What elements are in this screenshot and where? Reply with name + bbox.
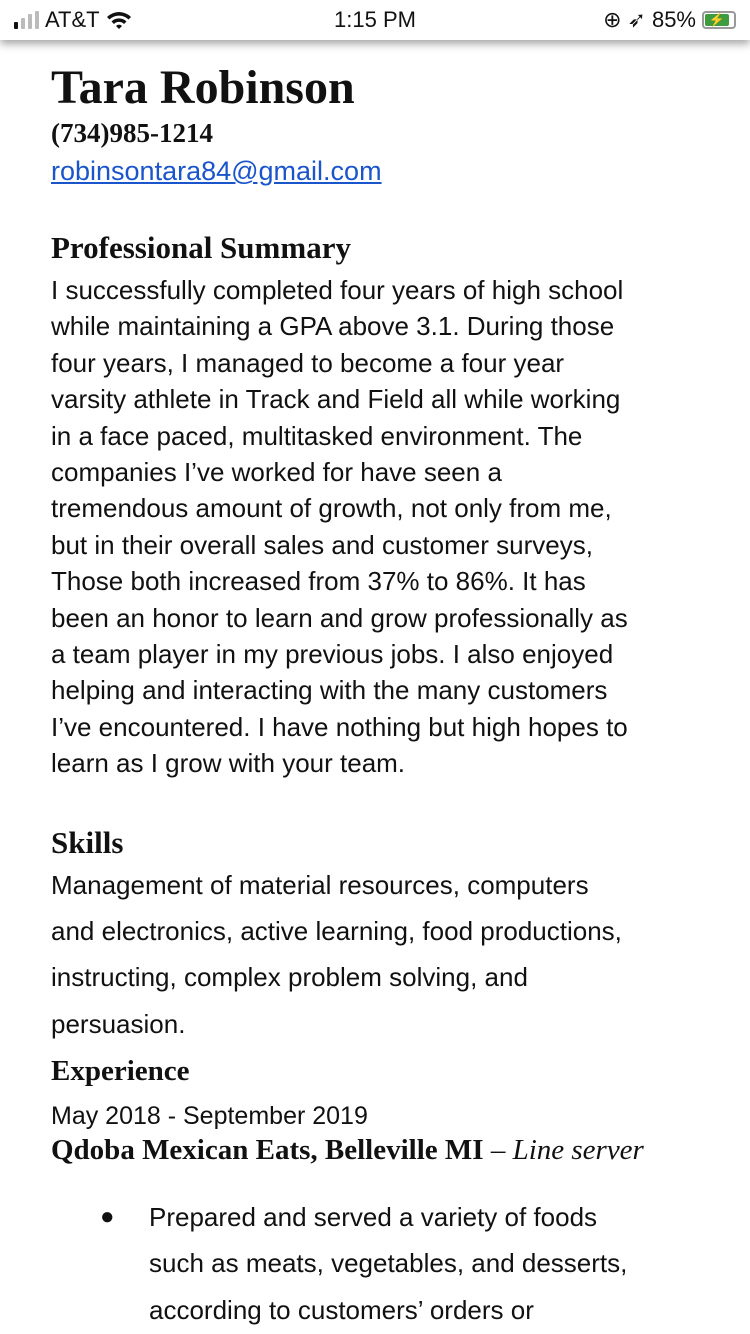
job-role: Line server: [512, 1134, 644, 1166]
separator: –: [483, 1134, 513, 1166]
text-line: Management of material resources, computers: [51, 870, 589, 900]
text-line: learn as I grow with your team.: [51, 748, 406, 779]
text-line: persuasion.: [51, 1008, 186, 1039]
text-line: varsity athlete in Track and Field all while working: [51, 384, 621, 415]
text-line: I successfully completed four years of high school: [51, 275, 624, 305]
text-line: such as meats, vegetables, and desserts,: [149, 1248, 628, 1279]
job-bullet: [100, 1194, 628, 1333]
text-line: Those both increased from 37% to 86%. It has: [51, 566, 586, 597]
text-line: instructing, complex problem solving, and: [51, 962, 528, 993]
carrier: AT&T: [45, 7, 100, 32]
text-line: tremendous amount of growth, not only from me,: [51, 493, 612, 524]
text-line: companies I’ve worked for have seen a: [51, 457, 502, 488]
text-line: a team player in my previous jobs. I also enjoyed: [51, 639, 614, 670]
text-line: and electronics, active learning, food productions,: [51, 916, 622, 947]
battery-percent: 85%: [651, 7, 696, 32]
battery-charging-icon: ⚡: [702, 11, 736, 29]
clock: 1:15 PM: [334, 7, 416, 32]
orientation-lock-icon: ⊕: [603, 7, 622, 32]
text-line: been an honor to learn and grow professionally as: [51, 602, 628, 633]
text-line: four years, I managed to become a four year: [51, 347, 565, 378]
text-line: while maintaining a GPA above 3.1. During those: [51, 311, 615, 342]
skills-text: [51, 862, 622, 1047]
experience-heading: Experience: [51, 1055, 190, 1087]
status-bar: [0, 0, 750, 40]
location-icon: ➶: [627, 7, 646, 32]
text-line: according to customers’ orders or: [149, 1294, 534, 1325]
phone-number: (734)985-1214: [51, 118, 213, 148]
summary-text: [51, 272, 628, 782]
email-link[interactable]: robinsontara84@gmail.com: [51, 156, 382, 186]
resume-name: Tara Robinson: [51, 61, 355, 114]
text-line: but in their overall sales and customer surveys,: [51, 529, 593, 560]
job-title-line: [51, 1134, 644, 1167]
bullet-icon: ●: [100, 1203, 115, 1230]
job-dates: May 2018 - September 2019: [51, 1102, 368, 1130]
text-line: Prepared and served a variety of foods: [149, 1202, 598, 1232]
text-line: helping and interacting with the many customers: [51, 675, 608, 706]
text-line: I’ve encountered. I have nothing but high hopes to: [51, 711, 628, 742]
employer: Qdoba Mexican Eats, Belleville MI: [51, 1134, 484, 1166]
text-line: in a face paced, multitasked environment. The: [51, 420, 583, 451]
skills-heading: Skills: [51, 825, 124, 860]
summary-heading: Professional Summary: [51, 230, 351, 265]
